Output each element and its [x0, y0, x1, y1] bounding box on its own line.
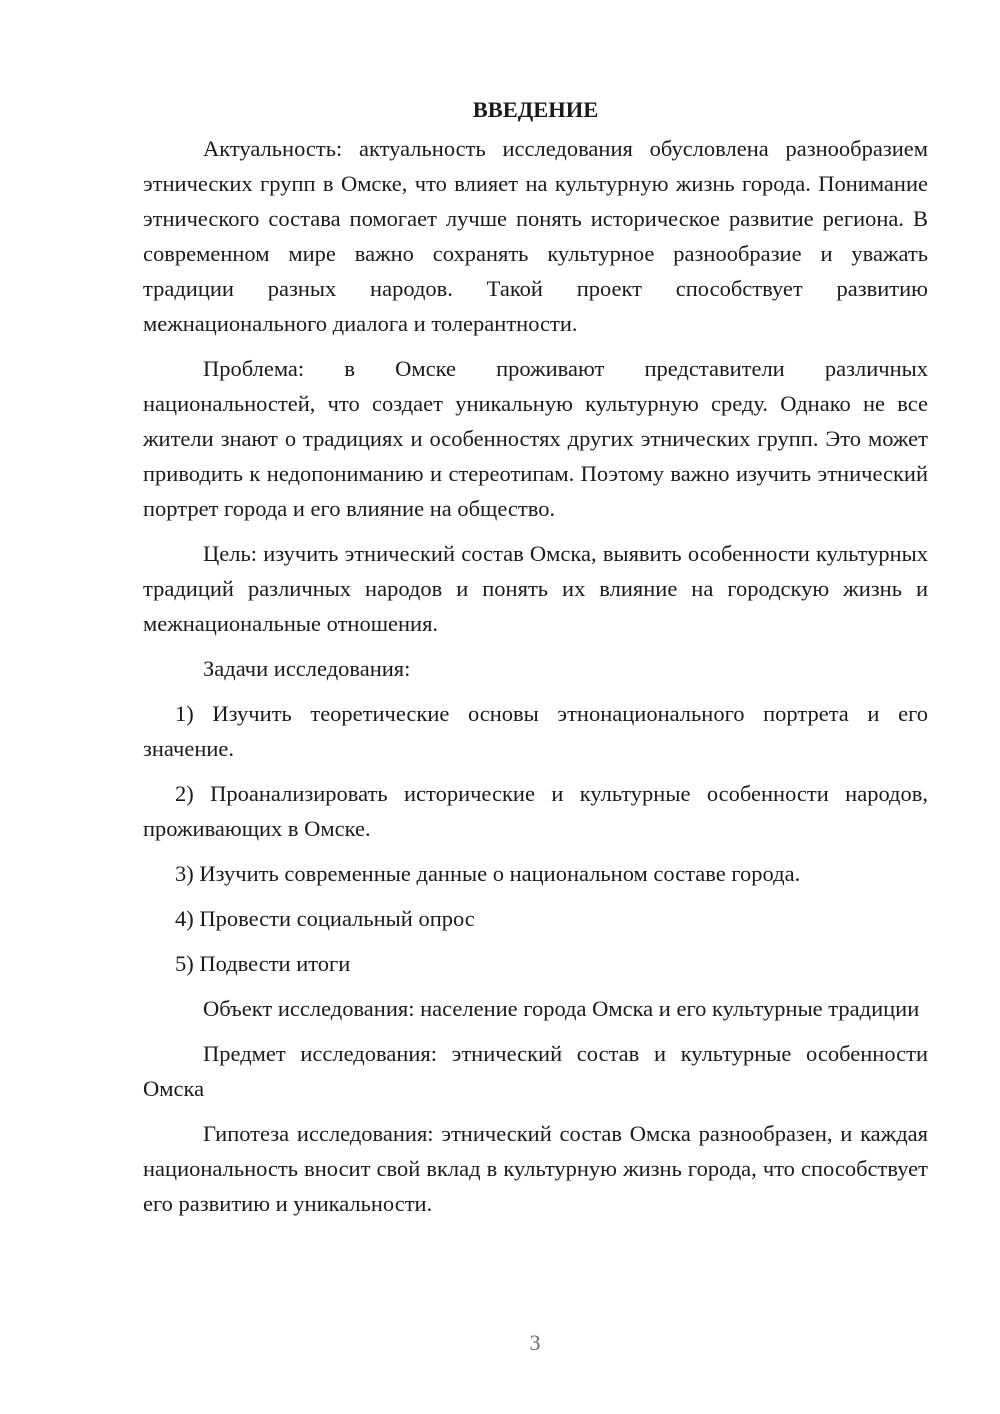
page-number: 3 [529, 1330, 541, 1355]
relevance-paragraph: Актуальность: актуальность исследования обусловлена разнообразием этнических групп в Омске, что влияет на культурную жизнь города. Понимание этнического состава помогает лучше понять историческое развитие региона. В современном мире важно сохранять культурное разнообразие и уважать традиции разных народов. Такой проект способствует развитию межнационального диалога и толерантности. [143, 136, 928, 336]
goal-paragraph: Цель: изучить этнический состав Омска, выявить особенности культурных традиций различных народов и понять их влияние на городскую жизнь и межнациональные отношения. [143, 541, 928, 636]
task-item: 3) Изучить современные данные о национальном составе города. [175, 861, 801, 886]
task-item: 2) Проанализировать исторические и культурные особенности народов, проживающих в Омске. [143, 781, 928, 841]
tasks-heading: Задачи исследования: [203, 656, 411, 681]
document-page [143, 92, 928, 1231]
task-item: 1) Изучить теоретические основы этнонационального портрета и его значение. [143, 701, 928, 761]
hypothesis-paragraph: Гипотеза исследования: этнический состав Омска разнообразен, и каждая национальность вносит свой вклад в культурную жизнь города, что способствует его развитию и уникальности. [143, 1121, 928, 1216]
task-item: 5) Подвести итоги [175, 951, 351, 976]
subject-paragraph: Предмет исследования: этнический состав и культурные особенности Омска [143, 1041, 928, 1101]
task-item: 4) Провести социальный опрос [175, 906, 475, 931]
object-paragraph: Объект исследования: население города Омска и его культурные традиции [203, 996, 920, 1021]
section-title: ВВЕДЕНИЕ [472, 97, 599, 122]
problem-paragraph: Проблема: в Омске проживают представители различных национальностей, что создает уникальную культурную среду. Однако не все жители знают о традициях и особенностях других этнических групп. Это может приводить к недопониманию и стереотипам. Поэтому важно изучить этнический портрет города и его влияние на общество. [143, 356, 928, 521]
